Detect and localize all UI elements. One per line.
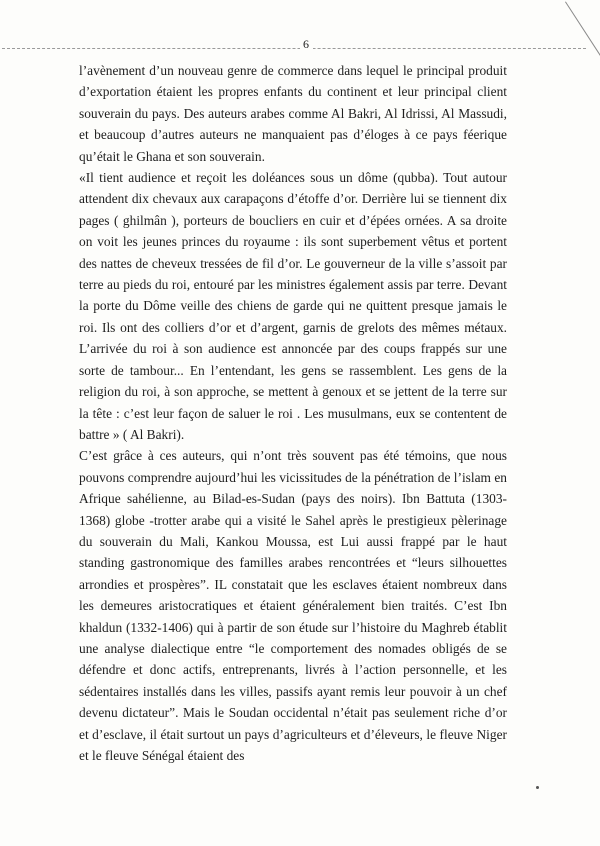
header-rule: [2, 48, 586, 49]
paragraph-quote-al-bakri: «Il tient audience et reçoit les doléances sous un dôme (qubba). Tout autour attendent dix chevaux aux carapaçons d’étoffe d’or. Derrière lui se tiennent dix pages ( ghilmân ), porteurs de boucliers en cuir et d’épées ornées. A sa droite on voit les jeunes princes du royaume : ils sont superbement vêtus et portent des nattes de cheveux tressées de fil d’or. Le gouverneur de la ville s’assoit par terre au pieds du roi, entouré par les ministres également assis par terre. Devant la porte du Dôme veille des chiens de garde qui ne quittent presque jamais le roi. Ils ont des colliers d’or et d’argent, garnis de grelots des mêmes métaux. L’arrivée du roi à son audience est annoncée par des coups frappés sur une sorte de tambour... En l’entendant, les gens se rassemblent. Les gens de la religion du roi, à son approche, se mettent à genoux et se jettent de la terre sur la tête : c’est leur façon de saluer le roi . Les musulmans, eux se contentent de battre » ( Al Bakri).: [79, 170, 507, 442]
page-number: 6: [300, 37, 313, 52]
page-corner-edge: [565, 1, 600, 60]
ink-speck: [536, 786, 539, 789]
paragraph-analysis: C’est grâce à ces auteurs, qui n’ont très souvent pas été témoins, que nous pouvons comprendre aujourd’hui les vicissitudes de la pénétration de l’islam en Afrique sahélienne, au Bilad-es-Sudan (pays des noirs). Ibn Battuta (1303-1368) globe -trotter arabe qui a visité le Sahel après le prestigieux pèlerinage du souverain du Mali, Kankou Moussa, est Lui aussi frappé par le haut standing gastronomique des familles arabes rencontrées et “leurs silhouettes arrondies et prospères”. IL constatait que les esclaves étaient nombreux dans les demeures aristocratiques et étaient généralement bien traités. C’est Ibn khaldun (1332-1406) qui à partir de son étude sur l’histoire du Maghreb établit une analyse dialectique entre “le comportement des nomades obligés de se défendre et donc actifs, entreprenants, livrés à l’action personnelle, et les sédentaires installés dans les villes, passifs ayant remis leur pouvoir à un chef devenu dictateur”. Mais le Soudan occidental n’était pas seulement riche d’or et d’esclave, il était surtout un pays d’agriculteurs et d’éleveurs, le fleuve Niger et le fleuve Sénégal étaient des: [79, 448, 507, 763]
paragraph-intro: l’avènement d’un nouveau genre de commerce dans lequel le principal produit d’exportation étaient les propres enfants du continent et leur principal client souverain du pays. Des auteurs arabes comme Al Bakri, Al Idrissi, Al Massudi, et beaucoup d’autres auteurs ne manquaient pas d’éloges à ce pays féerique qu’était le Ghana et son souverain.: [79, 63, 507, 164]
body-text: [79, 60, 507, 766]
